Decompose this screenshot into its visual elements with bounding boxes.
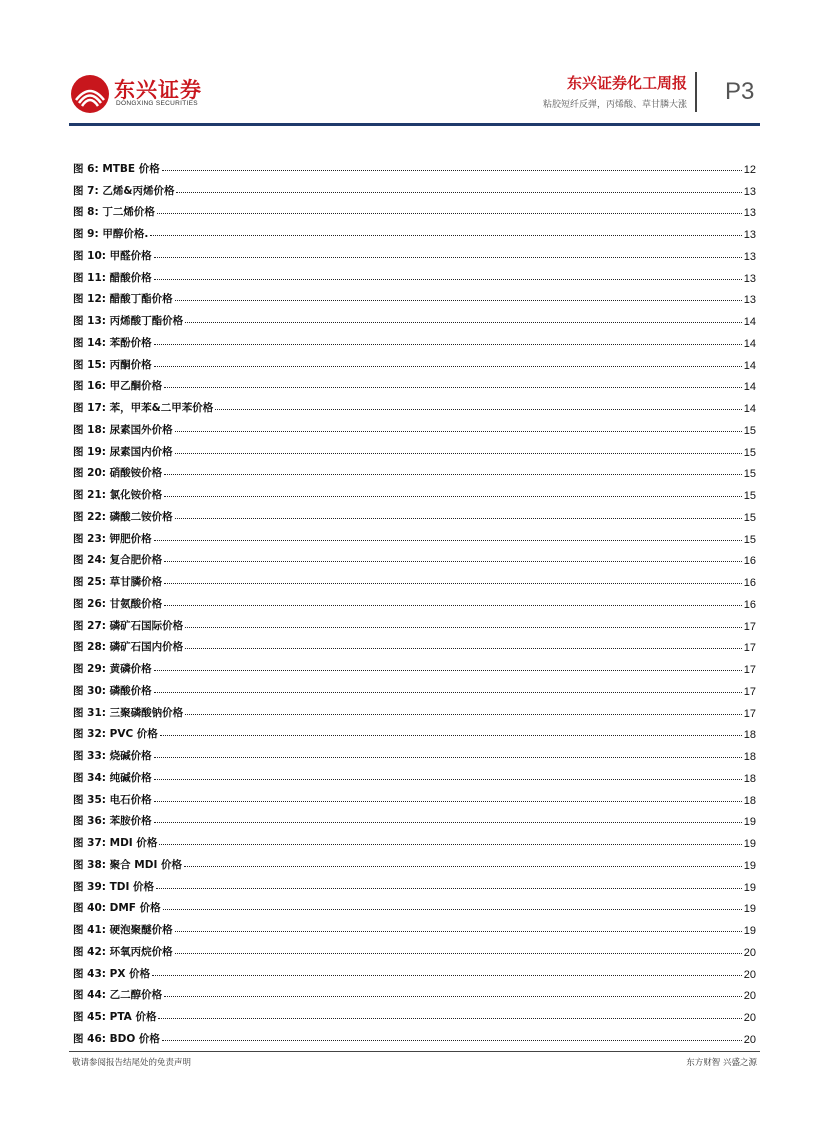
toc-entry-label: 图 38: 聚合 MDI 价格: [73, 858, 183, 871]
toc-entry[interactable]: [73, 372, 756, 394]
page-header: [0, 0, 827, 130]
toc-entry[interactable]: [73, 741, 756, 763]
toc-entry[interactable]: [73, 654, 756, 676]
toc-entry-page: 15: [743, 424, 756, 437]
toc-entry[interactable]: [73, 328, 756, 350]
toc-entry[interactable]: [73, 567, 756, 589]
toc-entry[interactable]: [73, 698, 756, 720]
toc-entry[interactable]: [73, 872, 756, 894]
toc-entry[interactable]: [73, 763, 756, 785]
toc-entry[interactable]: [73, 393, 756, 415]
toc-entry-page: 15: [743, 446, 756, 459]
toc-leader-dots: [164, 605, 742, 606]
header-rule: [69, 123, 760, 126]
toc-leader-dots: [152, 975, 742, 976]
toc-entry-label: 图 17: 苯，甲苯&二甲苯价格: [73, 402, 214, 414]
toc-leader-dots: [154, 692, 742, 693]
toc-entry-label: 图 20: 硝酸铵价格: [73, 467, 163, 480]
toc-entry-label: 图 40: DMF 价格: [73, 902, 161, 915]
toc-entry-label: 图 6: MTBE 价格: [73, 162, 160, 175]
toc-entry[interactable]: [73, 263, 756, 285]
toc-entry[interactable]: [73, 611, 756, 633]
toc-leader-dots: [175, 300, 742, 301]
toc-entry[interactable]: [73, 807, 756, 829]
toc-leader-dots: [154, 366, 742, 367]
toc-entry-label: 图 36: 苯胺价格: [73, 815, 152, 828]
toc-leader-dots: [185, 714, 742, 715]
toc-entry[interactable]: [73, 198, 756, 220]
toc-entry-label: 图 28: 磷矿石国内价格: [73, 641, 184, 654]
dongxing-logo-icon: [70, 74, 110, 114]
toc-entry-label: 图 41: 硬泡聚醚价格: [73, 924, 173, 936]
toc-entry-label: 图 39: TDI 价格: [73, 880, 155, 893]
toc-entry-page: 13: [743, 272, 756, 285]
toc-entry-label: 图 12: 醋酸丁酯价格: [73, 293, 173, 306]
toc-entry-page: 20: [743, 1012, 756, 1024]
toc-entry-page: 15: [743, 490, 756, 502]
toc-entry[interactable]: [73, 524, 756, 546]
toc-leader-dots: [164, 561, 742, 562]
toc-leader-dots: [154, 257, 742, 258]
toc-entry-page: 17: [743, 707, 756, 720]
toc-entry-page: 18: [743, 772, 756, 785]
toc-entry-page: 18: [743, 751, 756, 763]
toc-entry[interactable]: [73, 219, 756, 241]
toc-entry-page: 19: [743, 816, 756, 829]
toc-leader-dots: [154, 279, 742, 280]
toc-leader-dots: [154, 540, 742, 541]
toc-entry-page: 13: [743, 229, 756, 241]
toc-entry[interactable]: [73, 437, 756, 459]
toc-leader-dots: [175, 431, 742, 432]
toc-entry-page: 17: [743, 642, 756, 655]
toc-leader-dots: [164, 474, 742, 475]
toc-leader-dots: [185, 648, 742, 649]
toc-leader-dots: [154, 757, 742, 758]
toc-leader-dots: [156, 888, 742, 889]
toc-entry[interactable]: [73, 850, 756, 872]
toc-entry-page: 14: [743, 316, 756, 328]
toc-leader-dots: [154, 344, 742, 345]
table-of-figures: [73, 154, 756, 1046]
toc-entry-label: 图 25: 草甘膦价格: [73, 576, 163, 588]
toc-entry-label: 图 35: 电石价格: [73, 793, 152, 806]
toc-entry-page: 20: [743, 1033, 756, 1046]
toc-leader-dots: [163, 909, 742, 910]
toc-leader-dots: [162, 1040, 742, 1041]
toc-entry-page: 13: [743, 294, 756, 307]
toc-entry-label: 图 18: 尿素国外价格: [73, 423, 173, 436]
toc-entry-label: 图 11: 醋酸价格: [73, 271, 152, 284]
toc-entry-page: 14: [743, 359, 756, 372]
footer-rule: [69, 1051, 760, 1052]
brand-name: 东兴证券: [114, 78, 202, 102]
toc-entry-page: 20: [743, 990, 756, 1003]
toc-entry-page: 14: [743, 381, 756, 394]
toc-entry-label: 图 16: 甲乙酮价格: [73, 380, 163, 393]
toc-entry-page: 14: [743, 403, 756, 415]
footer-disclaimer: 敬请参阅报告结尾处的免责声明: [72, 1058, 192, 1068]
toc-entry[interactable]: [73, 285, 756, 307]
toc-entry-page: 16: [743, 555, 756, 568]
toc-entry-label: 图 21: 氯化铵价格: [73, 489, 163, 501]
toc-entry-label: 图 42: 环氧丙烷价格: [73, 945, 173, 958]
toc-leader-dots: [164, 583, 742, 584]
toc-entry[interactable]: [73, 459, 756, 481]
toc-entry-page: 15: [743, 533, 756, 546]
toc-leader-dots: [185, 627, 742, 628]
toc-leader-dots: [175, 453, 742, 454]
toc-entry-label: 图 15: 丙酮价格: [73, 358, 152, 371]
toc-entry-label: 图 27: 磷矿石国际价格: [73, 619, 184, 632]
toc-entry-page: 13: [743, 250, 756, 263]
toc-entry-page: 17: [743, 620, 756, 633]
toc-entry-label: 图 37: MDI 价格: [73, 837, 158, 849]
toc-entry-page: 13: [743, 207, 756, 220]
toc-leader-dots: [215, 409, 741, 410]
toc-leader-dots: [154, 670, 742, 671]
toc-entry[interactable]: [73, 937, 756, 959]
toc-entry-label: 图 14: 苯酚价格: [73, 336, 152, 349]
toc-entry-page: 13: [743, 185, 756, 198]
toc-entry[interactable]: [73, 415, 756, 437]
toc-entry-label: 图 45: PTA 价格: [73, 1011, 157, 1023]
toc-entry[interactable]: [73, 589, 756, 611]
toc-entry[interactable]: [73, 241, 756, 263]
toc-leader-dots: [160, 735, 742, 736]
toc-entry-label: 图 22: 磷酸二铵价格: [73, 510, 173, 523]
toc-entry[interactable]: [73, 176, 756, 198]
toc-entry-label: 图 29: 黄磷价格: [73, 663, 152, 675]
toc-leader-dots: [154, 822, 742, 823]
toc-entry-page: 16: [743, 577, 756, 589]
report-subtitle: 粘胶短纤反弹，丙烯酸、草甘膦大涨: [542, 100, 687, 110]
toc-entry[interactable]: [73, 915, 756, 937]
toc-leader-dots: [175, 931, 742, 932]
toc-entry-label: 图 30: 磷酸价格: [73, 684, 152, 697]
toc-entry-page: 18: [743, 729, 756, 742]
toc-entry[interactable]: [73, 959, 756, 981]
toc-entry-label: 图 26: 甘氨酸价格: [73, 597, 163, 610]
toc-entry[interactable]: [73, 350, 756, 372]
toc-entry[interactable]: [73, 1002, 756, 1024]
toc-leader-dots: [164, 496, 742, 497]
toc-entry[interactable]: [73, 676, 756, 698]
toc-entry[interactable]: [73, 502, 756, 524]
toc-entry-page: 16: [743, 598, 756, 611]
toc-entry-page: 19: [743, 925, 756, 937]
toc-leader-dots: [158, 1018, 741, 1019]
toc-leader-dots: [176, 192, 741, 193]
toc-leader-dots: [164, 387, 742, 388]
toc-entry-page: 20: [743, 946, 756, 959]
toc-entry-page: 18: [743, 794, 756, 807]
footer-slogan: 东方财智 兴盛之源: [686, 1058, 757, 1068]
toc-entry[interactable]: [73, 981, 756, 1003]
toc-entry-page: 17: [743, 664, 756, 676]
toc-leader-dots: [154, 801, 742, 802]
toc-entry[interactable]: [73, 480, 756, 502]
toc-entry[interactable]: [73, 720, 756, 742]
toc-leader-dots: [164, 996, 742, 997]
toc-leader-dots: [157, 213, 742, 214]
toc-entry-label: 图 32: PVC 价格: [73, 728, 158, 741]
toc-entry-page: 14: [743, 337, 756, 350]
toc-entry-label: 图 46: BDO 价格: [73, 1032, 160, 1045]
page-number: P3: [725, 78, 755, 105]
toc-entry[interactable]: [73, 1024, 756, 1046]
toc-leader-dots: [159, 844, 741, 845]
toc-entry-label: 图 19: 尿素国内价格: [73, 445, 173, 458]
toc-entry-label: 图 34: 纯碱价格: [73, 771, 152, 784]
toc-entry[interactable]: [73, 828, 756, 850]
toc-leader-dots: [175, 953, 742, 954]
toc-entry[interactable]: [73, 633, 756, 655]
toc-entry[interactable]: [73, 894, 756, 916]
toc-leader-dots: [150, 235, 741, 236]
toc-entry-label: 图 9: 甲醇价格.: [73, 228, 149, 240]
toc-entry[interactable]: [73, 546, 756, 568]
toc-leader-dots: [154, 779, 742, 780]
toc-entry-page: 19: [743, 859, 756, 872]
toc-entry-page: 19: [743, 881, 756, 894]
toc-entry-label: 图 13: 丙烯酸丁酯价格: [73, 315, 184, 327]
toc-entry-page: 15: [743, 468, 756, 481]
toc-entry-page: 20: [743, 968, 756, 981]
toc-entry-label: 图 33: 烧碱价格: [73, 750, 152, 762]
toc-entry-label: 图 7: 乙烯&丙烯价格: [73, 184, 175, 197]
toc-entry-page: 12: [743, 163, 756, 176]
toc-entry-label: 图 10: 甲醛价格: [73, 249, 152, 262]
toc-entry-page: 19: [743, 838, 756, 850]
toc-leader-dots: [185, 322, 742, 323]
toc-entry-label: 图 8: 丁二烯价格: [73, 206, 155, 219]
toc-entry-label: 图 23: 钾肥价格: [73, 532, 152, 545]
toc-leader-dots: [184, 866, 742, 867]
header-divider: [695, 72, 697, 112]
toc-leader-dots: [162, 170, 742, 171]
toc-leader-dots: [175, 518, 742, 519]
toc-entry-label: 图 44: 乙二醇价格: [73, 989, 163, 1002]
toc-entry-label: 图 24: 复合肥价格: [73, 554, 163, 567]
report-title: 东兴证券化工周报: [566, 74, 687, 92]
brand-name-en: DONGXING SECURITIES: [116, 100, 198, 107]
toc-entry-page: 19: [743, 903, 756, 916]
toc-entry-page: 15: [743, 511, 756, 524]
toc-entry[interactable]: [73, 306, 756, 328]
toc-entry[interactable]: [73, 154, 756, 176]
toc-entry-label: 图 31: 三聚磷酸钠价格: [73, 706, 184, 719]
toc-entry-label: 图 43: PX 价格: [73, 967, 151, 980]
toc-entry-page: 17: [743, 685, 756, 698]
toc-entry[interactable]: [73, 785, 756, 807]
